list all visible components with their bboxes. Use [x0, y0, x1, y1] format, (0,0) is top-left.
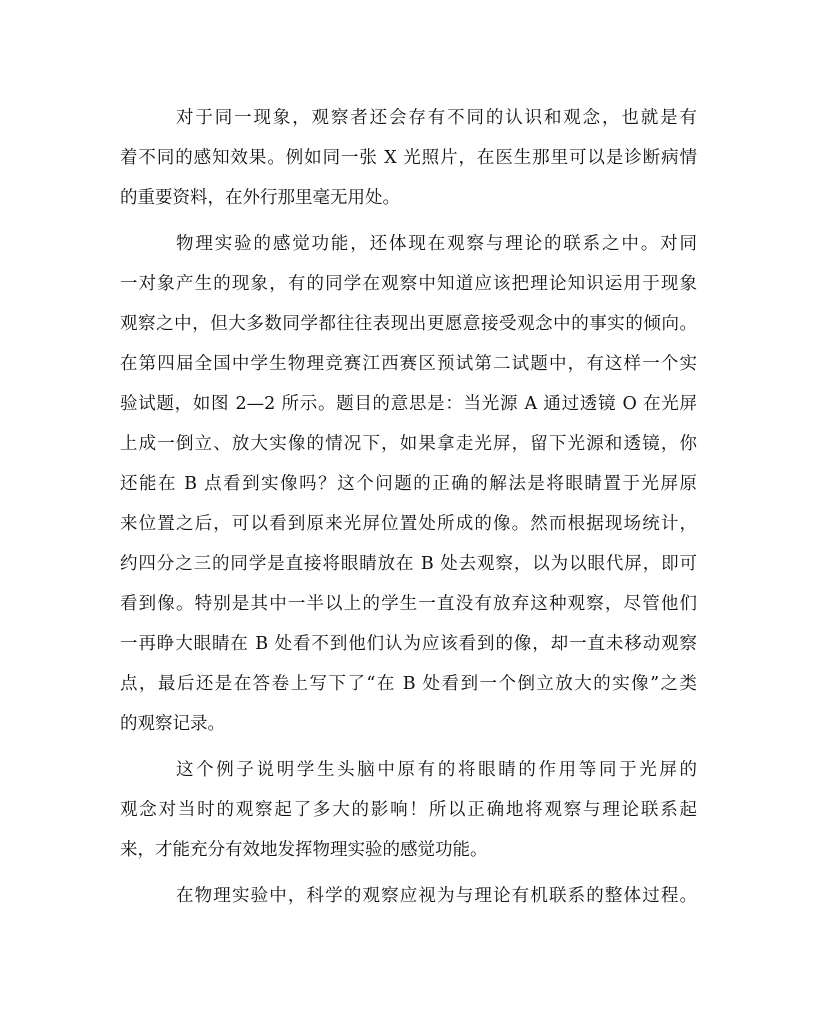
- paragraph-2-line-6: 上成一倒立、放大实像的情况下，如果拿走光屏，留下光源和透镜，你: [120, 434, 697, 454]
- paragraph-2-line-12: 点，最后还是在答卷上写下了“在 B 处看到一个倒立放大的实像”之类: [120, 674, 697, 694]
- paragraph-4-line-1: 在物理实验中，科学的观察应视为与理论有机联系的整体过程。: [176, 886, 697, 906]
- paragraph-2-line-5: 验试题，如图 2—2 所示。题目的意思是：当光源 A 通过透镜 O 在光屏: [120, 394, 697, 414]
- paragraph-2-line-3: 观察之中，但大多数同学都往往表现出更愿意接受观念中的事实的倾向。: [120, 314, 697, 334]
- paragraph-1-line-2: 着不同的感知效果。例如同一张 X 光照片，在医生那里可以是诊断病情: [120, 148, 697, 168]
- paragraph-1-line-3: 的重要资料，在外行那里毫无用处。: [120, 188, 400, 208]
- paragraph-2-line-8: 来位置之后，可以看到原来光屏位置处所成的像。然而根据现场统计，: [120, 514, 697, 534]
- paragraph-2-line-2: 一对象产生的现象，有的同学在观察中知道应该把理论知识运用于现象: [120, 274, 697, 294]
- paragraph-3-line-1: 这个例子说明学生头脑中原有的将眼睛的作用等同于光屏的: [176, 760, 697, 780]
- paragraph-2-line-9: 约四分之三的同学是直接将眼睛放在 B 处去观察，以为以眼代屏，即可: [120, 554, 697, 574]
- paragraph-3-line-2: 观念对当时的观察起了多大的影响！所以正确地将观察与理论联系起: [120, 800, 697, 820]
- paragraph-2-line-13: 的观察记录。: [120, 714, 225, 734]
- paragraph-2-line-4: 在第四届全国中学生物理竞赛江西赛区预试第二试题中，有这样一个实: [120, 354, 697, 374]
- paragraph-1-line-1: 对于同一现象，观察者还会存有不同的认识和观念，也就是有: [176, 108, 697, 128]
- paragraph-2-line-1: 物理实验的感觉功能，还体现在观察与理论的联系之中。对同: [176, 234, 697, 254]
- paragraph-3-line-3: 来，才能充分有效地发挥物理实验的感觉功能。: [120, 840, 488, 860]
- paragraph-2-line-7: 还能在 B 点看到实像吗？这个问题的正确的解法是将眼睛置于光屏原: [120, 474, 697, 494]
- paragraph-2-line-10: 看到像。特别是其中一半以上的学生一直没有放弃这种观察，尽管他们: [120, 594, 697, 614]
- paragraph-2-line-11: 一再睁大眼睛在 B 处看不到他们认为应该看到的像，却一直未移动观察: [120, 634, 697, 654]
